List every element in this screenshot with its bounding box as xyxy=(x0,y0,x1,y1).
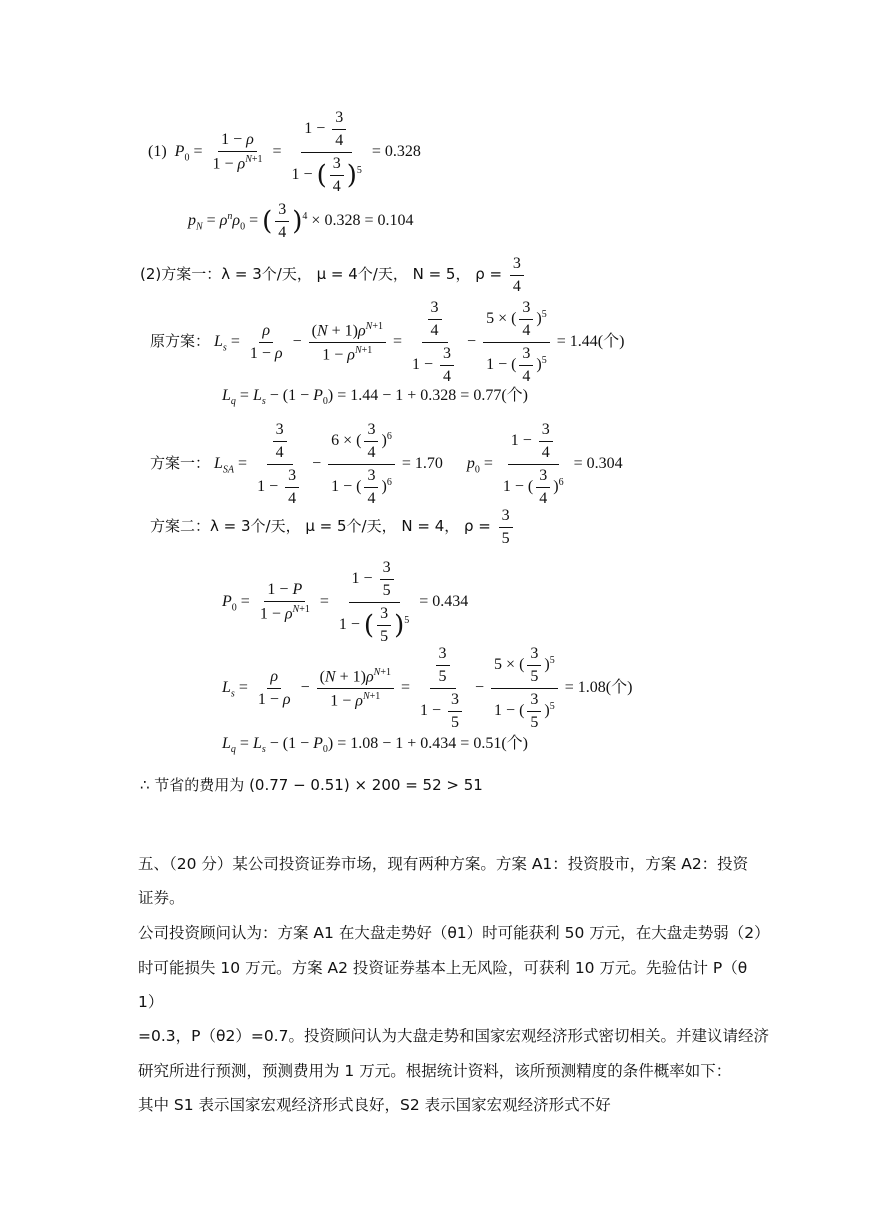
problem-line-8: 其中 S1 表示国家宏观经济形式良好，S2 表示国家宏观经济形式不好 xyxy=(138,1096,611,1114)
p0-plan2-value: 0.434 xyxy=(432,593,469,611)
savings-line: ∴ 节省的费用为 (0.77 − 0.51) × 200 = 52 > 51 xyxy=(140,776,483,794)
problem-line-4: 时可能损失 10 万元。方案 A2 投资证券基本上无风险，可获利 10 万元。先验估计 P（θ xyxy=(138,959,748,977)
eq-pn: $p_N = \rho^n\rho_0$ = ( $\frac{3}{4}$ )$^4$ × 0.328 = 0.104 xyxy=(188,201,414,241)
eq-lq-plan2: $L_q = L_s - (1 - P_0) = 1.08 - 1 + 0.434 = 0.51$(个) xyxy=(222,735,528,756)
eq-plan2-params: 方案二：λ = 3个/天， μ = 5个/天， N = 4， ρ = $\frac{3}{5}$ xyxy=(150,508,516,547)
eq-plan1-results: 方案一： $L_{SA}$ = $\frac{3}{4}$ 1 − $\frac{3}{4}$ − 6 × ( $\frac{3}{4}$ )$^6$ 1 − ( $\frac{3}{4}$ )$^6$ = 1.70 $p_0$ = 1 − $\frac{3}{4}$ 1 − ( $\frac{3}{4}$ )$^6$ = 0.304 xyxy=(150,421,623,507)
eq-p0: (1) $P_0$ = $\frac{1 - \rho}{1 - \rho^{N+1}}$ = 1 − $\frac{3}{4}$ 1 − ( $\frac{3}{4}$ )$^5$ = 0.328 xyxy=(148,109,421,195)
p0-value: 0.328 xyxy=(384,143,421,161)
eq-ls-plan2: $L_s$ = $\frac{\rho}{1 - \rho}$ − $\frac{(N + 1)\rho^{N+1}}{1 - \rho^{N+1}}$ = $\frac{3}{5}$ 1 − $\frac{3}{5}$ − 5 × ( $\frac{3}{5}$ )$^5$ 1 − ( $\frac{3}{5}$ )$^5$ = 1.08(个) xyxy=(222,645,633,731)
eq-ls-original: 原方案： $L_s$ = $\frac{\rho}{1 - \rho}$ − $\frac{(N + 1)\rho^{N+1}}{1 - \rho^{N+1}}$ = $\frac{3}{4}$ 1 − $\frac{3}{4}$ − 5 × ( $\frac{3}{4}$ )$^5$ 1 − ( $\frac{3}{4}$ )$^5$ = 1.44(个) xyxy=(150,299,625,385)
p0-plan1-value: 0.304 xyxy=(586,455,623,473)
ls-original-value: 1.44(个) xyxy=(569,333,625,351)
pn-value: 0.104 xyxy=(377,212,414,230)
eq-p0-plan2: $P_0$ = $\frac{1 - P}{1 - \rho^{N+1}}$ = 1 − $\frac{3}{5}$ 1 − ( $\frac{3}{5}$ )$^5$ = 0.434 xyxy=(222,559,469,645)
ls-plan2-value: 1.08(个) xyxy=(577,679,633,697)
problem-line-6: =0.3，P（θ2）=0.7。投资顾问认为大盘走势和国家宏观经济形式密切相关。并建议请经济 xyxy=(138,1027,769,1045)
problem-line-7: 研究所进行预测，预测费用为 1 万元。根据统计资料，该所预测精度的条件概率如下： xyxy=(138,1062,732,1080)
eq-lq-original: $L_q = L_s - (1 - P_0) = 1.44 - 1 + 0.328 = 0.77$(个) xyxy=(222,387,528,408)
problem-line-1: 五、（20 分）某公司投资证券市场，现有两种方案。方案 A1：投资股市，方案 A2：投资 xyxy=(138,855,749,873)
ls-plan1-value: 1.70 xyxy=(414,455,443,473)
problem-line-3: 公司投资顾问认为：方案 A1 在大盘走势好（θ1）时可能获利 50 万元，在大盘走势弱（2） xyxy=(138,924,770,942)
problem-line-2: 证券。 xyxy=(138,889,185,907)
problem-line-5: 1） xyxy=(138,993,164,1011)
eq-plan1-params: (2)方案一：λ = 3个/天， μ = 4个/天， N = 5， ρ = $\frac{3}{4}$ xyxy=(140,256,527,295)
